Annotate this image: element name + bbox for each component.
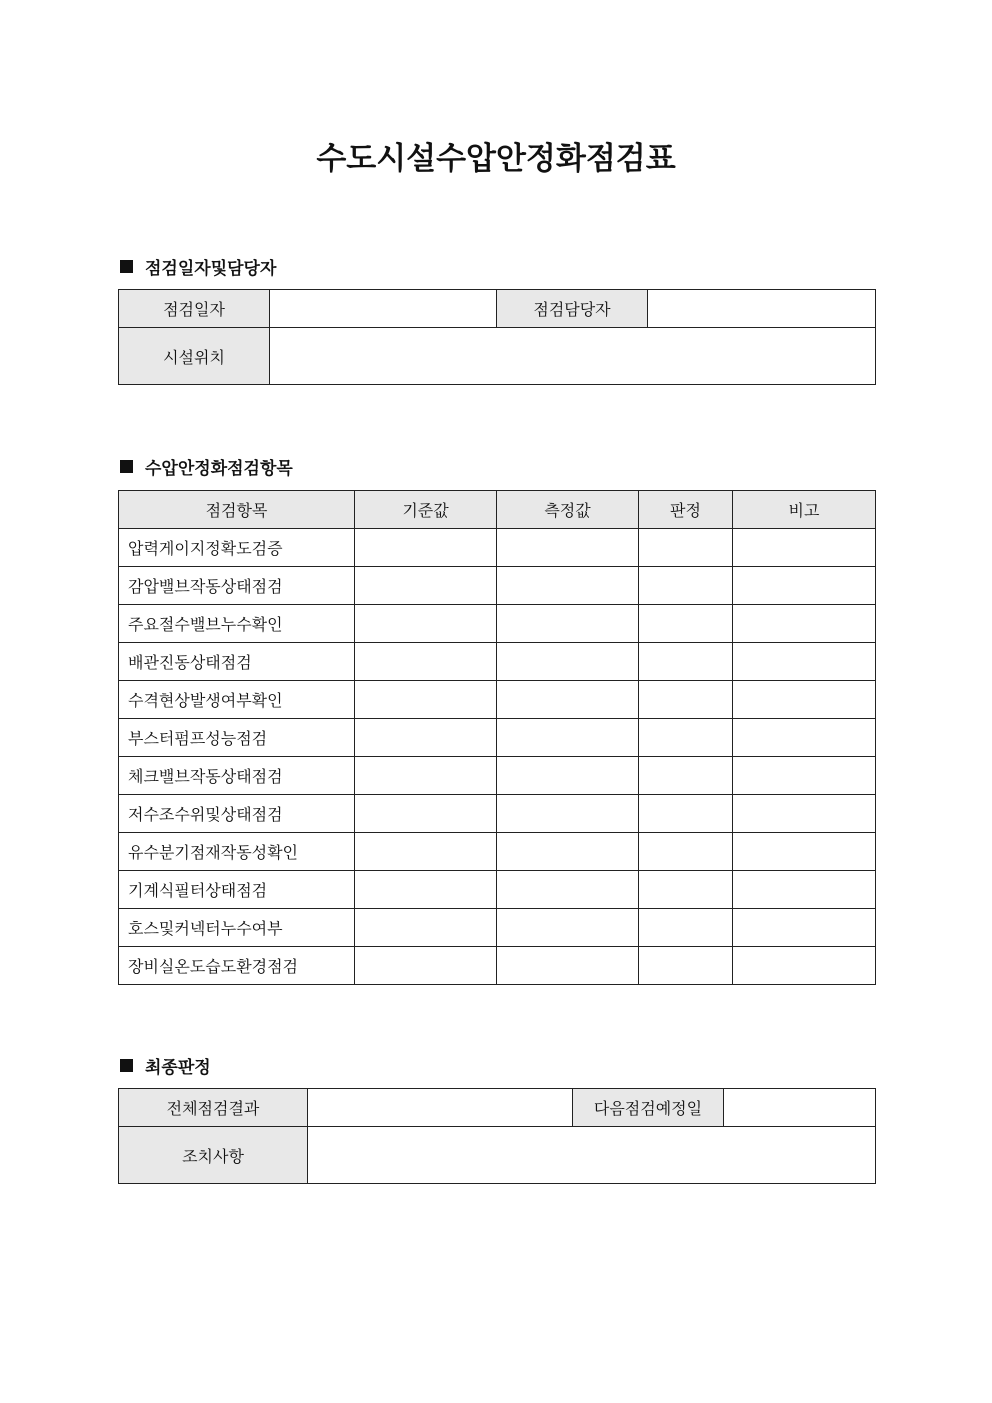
section-heading-final-judgment: [120, 1053, 211, 1078]
check-item-label: 부스터펌프성능점검: [119, 719, 355, 757]
remarks-cell[interactable]: [733, 795, 876, 833]
judgment-cell[interactable]: [639, 757, 733, 795]
inspection-date-label: 점검일자: [119, 290, 270, 328]
measured-value-cell[interactable]: [497, 757, 639, 795]
remarks-cell[interactable]: [733, 643, 876, 681]
judgment-cell[interactable]: [639, 529, 733, 567]
remarks-cell[interactable]: [733, 757, 876, 795]
table-row: [119, 833, 876, 871]
table-row: [119, 871, 876, 909]
section-heading-text: 수압안정화점검항목: [145, 459, 293, 479]
measured-value-cell[interactable]: [497, 643, 639, 681]
measured-value-cell[interactable]: [497, 909, 639, 947]
inspection-date-field[interactable]: [270, 290, 497, 328]
table-row: [119, 757, 876, 795]
document-title: 수도시설수압안정화점검표: [316, 141, 676, 177]
section-heading-check-items: [120, 454, 293, 479]
measured-value-cell[interactable]: [497, 947, 639, 985]
column-header-item: 점검항목: [119, 491, 355, 529]
judgment-cell[interactable]: [639, 681, 733, 719]
remarks-cell[interactable]: [733, 719, 876, 757]
judgment-cell[interactable]: [639, 643, 733, 681]
check-item-label: 저수조수위및상태점검: [119, 795, 355, 833]
measured-value-cell[interactable]: [497, 567, 639, 605]
remarks-cell[interactable]: [733, 909, 876, 947]
table-row: [119, 567, 876, 605]
check-item-label: 압력게이지정확도검증: [119, 529, 355, 567]
judgment-cell[interactable]: [639, 947, 733, 985]
remarks-cell[interactable]: [733, 567, 876, 605]
column-header-standard: 기준값: [355, 491, 497, 529]
table-row: [119, 909, 876, 947]
judgment-cell[interactable]: [639, 719, 733, 757]
standard-value-cell[interactable]: [355, 947, 497, 985]
measured-value-cell[interactable]: [497, 681, 639, 719]
section-heading-text: 최종판정: [145, 1058, 211, 1078]
remarks-cell[interactable]: [733, 947, 876, 985]
remarks-cell[interactable]: [733, 605, 876, 643]
table-header-row: [119, 491, 876, 529]
judgment-cell[interactable]: [639, 833, 733, 871]
standard-value-cell[interactable]: [355, 719, 497, 757]
inspector-label: 점검담당자: [497, 290, 648, 328]
standard-value-cell[interactable]: [355, 605, 497, 643]
check-item-label: 호스및커넥터누수여부: [119, 909, 355, 947]
judgment-cell[interactable]: [639, 909, 733, 947]
remarks-cell[interactable]: [733, 833, 876, 871]
column-header-remarks: 비고: [733, 491, 876, 529]
standard-value-cell[interactable]: [355, 681, 497, 719]
measured-value-cell[interactable]: [497, 529, 639, 567]
check-item-label: 감압밸브작동상태점검: [119, 567, 355, 605]
actions-taken-field[interactable]: [308, 1127, 876, 1184]
check-items-table: [118, 490, 876, 985]
table-row: [119, 795, 876, 833]
standard-value-cell[interactable]: [355, 833, 497, 871]
judgment-cell[interactable]: [639, 567, 733, 605]
inspector-field[interactable]: [648, 290, 876, 328]
facility-location-label: 시설위치: [119, 328, 270, 385]
remarks-cell[interactable]: [733, 681, 876, 719]
judgment-cell[interactable]: [639, 605, 733, 643]
next-inspection-date-label: 다음점검예정일: [573, 1089, 724, 1127]
check-item-label: 기계식필터상태점검: [119, 871, 355, 909]
standard-value-cell[interactable]: [355, 795, 497, 833]
standard-value-cell[interactable]: [355, 567, 497, 605]
check-item-label: 주요절수밸브누수확인: [119, 605, 355, 643]
remarks-cell[interactable]: [733, 871, 876, 909]
measured-value-cell[interactable]: [497, 833, 639, 871]
standard-value-cell[interactable]: [355, 871, 497, 909]
measured-value-cell[interactable]: [497, 871, 639, 909]
inspection-info-table: [118, 289, 876, 385]
section-heading-inspection-info: [120, 254, 276, 279]
table-row: [119, 529, 876, 567]
table-row: [119, 605, 876, 643]
judgment-cell[interactable]: [639, 795, 733, 833]
measured-value-cell[interactable]: [497, 719, 639, 757]
actions-taken-label: 조치사항: [119, 1127, 308, 1184]
table-row: [119, 643, 876, 681]
check-item-label: 수격현상발생여부확인: [119, 681, 355, 719]
standard-value-cell[interactable]: [355, 643, 497, 681]
remarks-cell[interactable]: [733, 529, 876, 567]
standard-value-cell[interactable]: [355, 529, 497, 567]
standard-value-cell[interactable]: [355, 757, 497, 795]
facility-location-field[interactable]: [270, 328, 876, 385]
check-item-label: 유수분기점재작동성확인: [119, 833, 355, 871]
measured-value-cell[interactable]: [497, 605, 639, 643]
column-header-judgment: 판정: [639, 491, 733, 529]
check-item-label: 체크밸브작동상태점검: [119, 757, 355, 795]
column-header-measured: 측정값: [497, 491, 639, 529]
judgment-cell[interactable]: [639, 871, 733, 909]
overall-result-field[interactable]: [308, 1089, 573, 1127]
table-row: [119, 947, 876, 985]
section-heading-text: 점검일자및담당자: [145, 259, 277, 279]
table-row: [119, 681, 876, 719]
square-bullet-icon: [120, 1059, 133, 1072]
square-bullet-icon: [120, 260, 133, 273]
overall-result-label: 전체점검결과: [119, 1089, 308, 1127]
standard-value-cell[interactable]: [355, 909, 497, 947]
table-row: [119, 719, 876, 757]
square-bullet-icon: [120, 460, 133, 473]
check-item-label: 장비실온도습도환경점검: [119, 947, 355, 985]
next-inspection-date-field[interactable]: [724, 1089, 876, 1127]
final-judgment-table: [118, 1088, 876, 1184]
measured-value-cell[interactable]: [497, 795, 639, 833]
check-item-label: 배관진동상태점검: [119, 643, 355, 681]
